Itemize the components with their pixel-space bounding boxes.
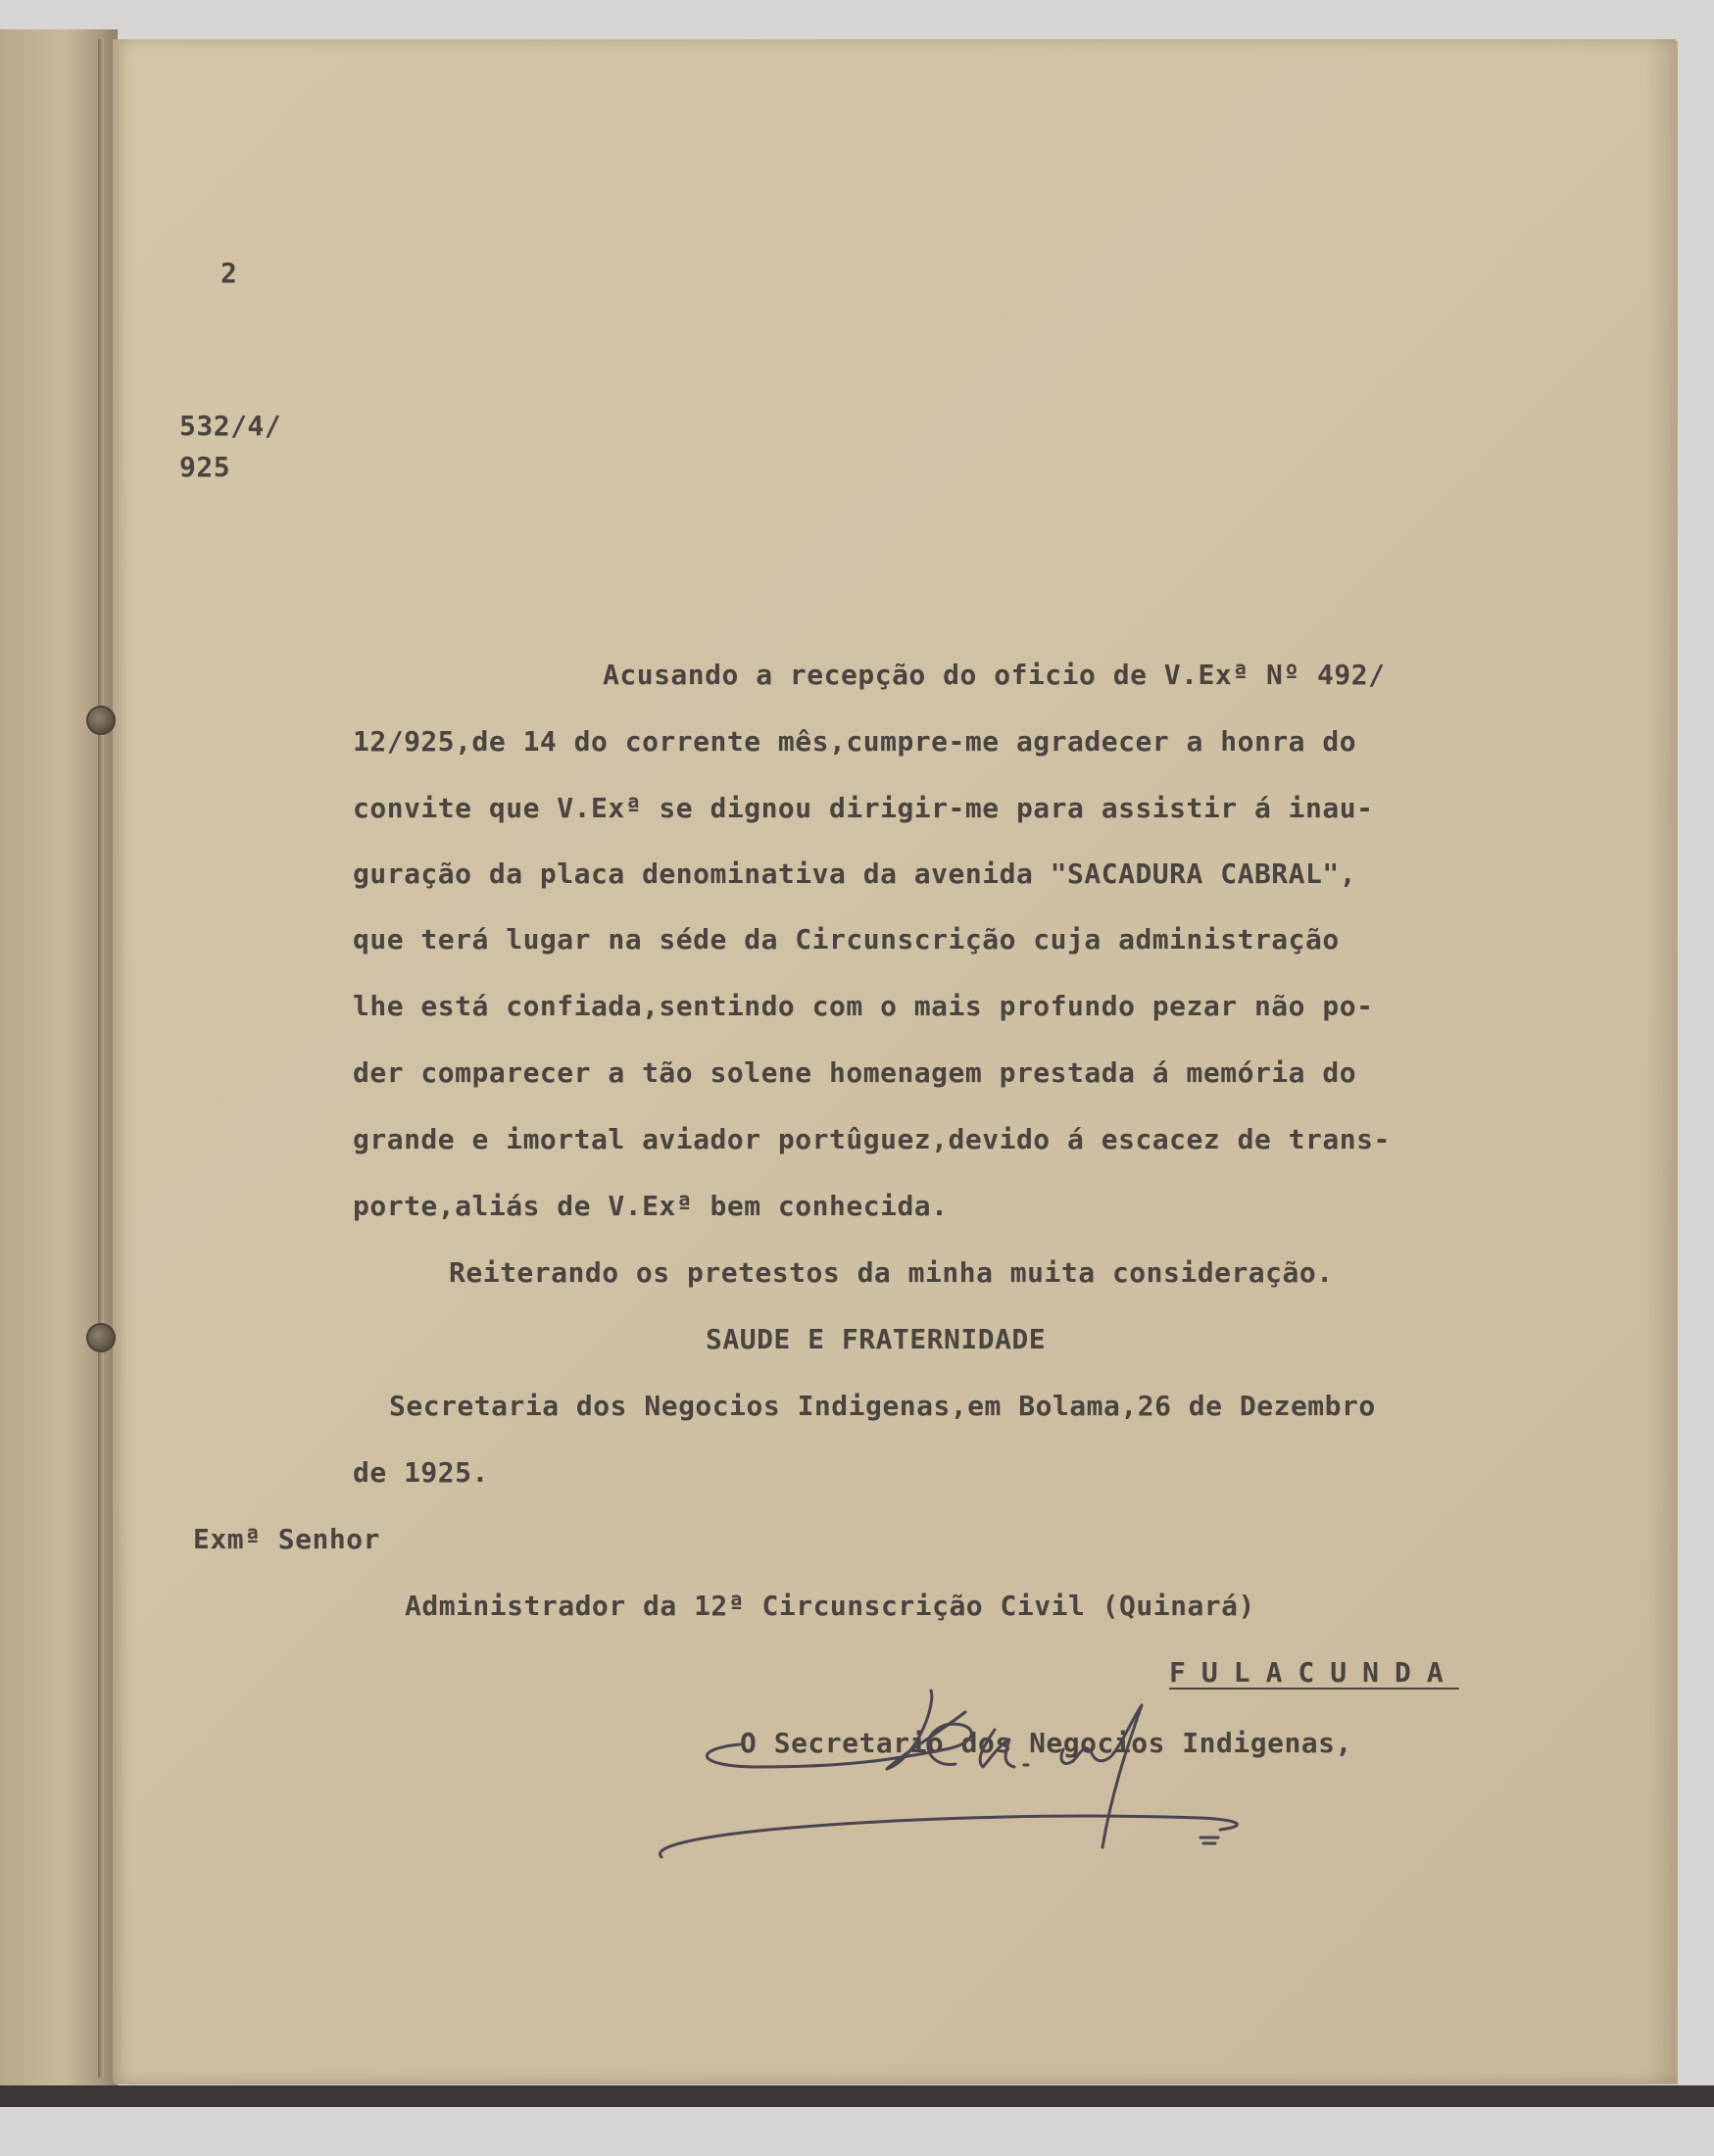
body-line: que terá lugar na séde da Circunscrição cuja administração: [353, 923, 1340, 956]
place-date-line-1: Secretaria dos Negocios Indigenas,em Bolama,26 de Dezembro: [389, 1390, 1376, 1422]
body-line: Acusando a recepção do oficio de V.Exª Nº 492/: [603, 659, 1386, 691]
body-line: der comparecer a tão solene homenagem prestada á memória do: [353, 1056, 1357, 1089]
salutation: SAUDE E FRATERNIDADE: [706, 1323, 1047, 1355]
body-line: grande e imortal aviador portûguez,devido á escacez de trans-: [353, 1123, 1391, 1155]
page-number: 2: [220, 257, 238, 289]
closing-line: Reiterando os pretestos da minha muita consideração.: [449, 1256, 1334, 1289]
binding-ring-icon: [86, 1323, 116, 1352]
signatory-line: O Secretario dos Negocios Indigenas,: [740, 1727, 1352, 1759]
body-line: convite que V.Exª se dignou dirigir-me para assistir á inau-: [353, 792, 1374, 824]
body-line: guração da placa denominativa da avenida "SACADURA CABRAL",: [353, 858, 1357, 890]
addressee-title: Exmª Senhor: [193, 1523, 380, 1555]
handwritten-signature: [652, 1651, 1318, 1886]
binding-ring-icon: [86, 706, 116, 735]
body-line: porte,aliás de V.Exª bem conhecida.: [353, 1190, 949, 1222]
reference-line-1: 532/4/: [179, 410, 282, 442]
scanner-bottom-edge: [0, 2085, 1714, 2107]
page-shadow: [1646, 39, 1676, 2082]
addressee-location: FULACUNDA: [1169, 1656, 1459, 1689]
place-date-line-2: de 1925.: [353, 1456, 489, 1489]
addressee-position: Administrador da 12ª Circunscrição Civil (Quinará): [405, 1590, 1255, 1622]
body-line: 12/925,de 14 do corrente mês,cumpre-me agradecer a honra do: [353, 725, 1357, 758]
body-line: lhe está confiada,sentindo com o mais profundo pezar não po-: [353, 990, 1374, 1022]
reference-line-2: 925: [179, 451, 231, 483]
book-gutter: [98, 39, 104, 2078]
